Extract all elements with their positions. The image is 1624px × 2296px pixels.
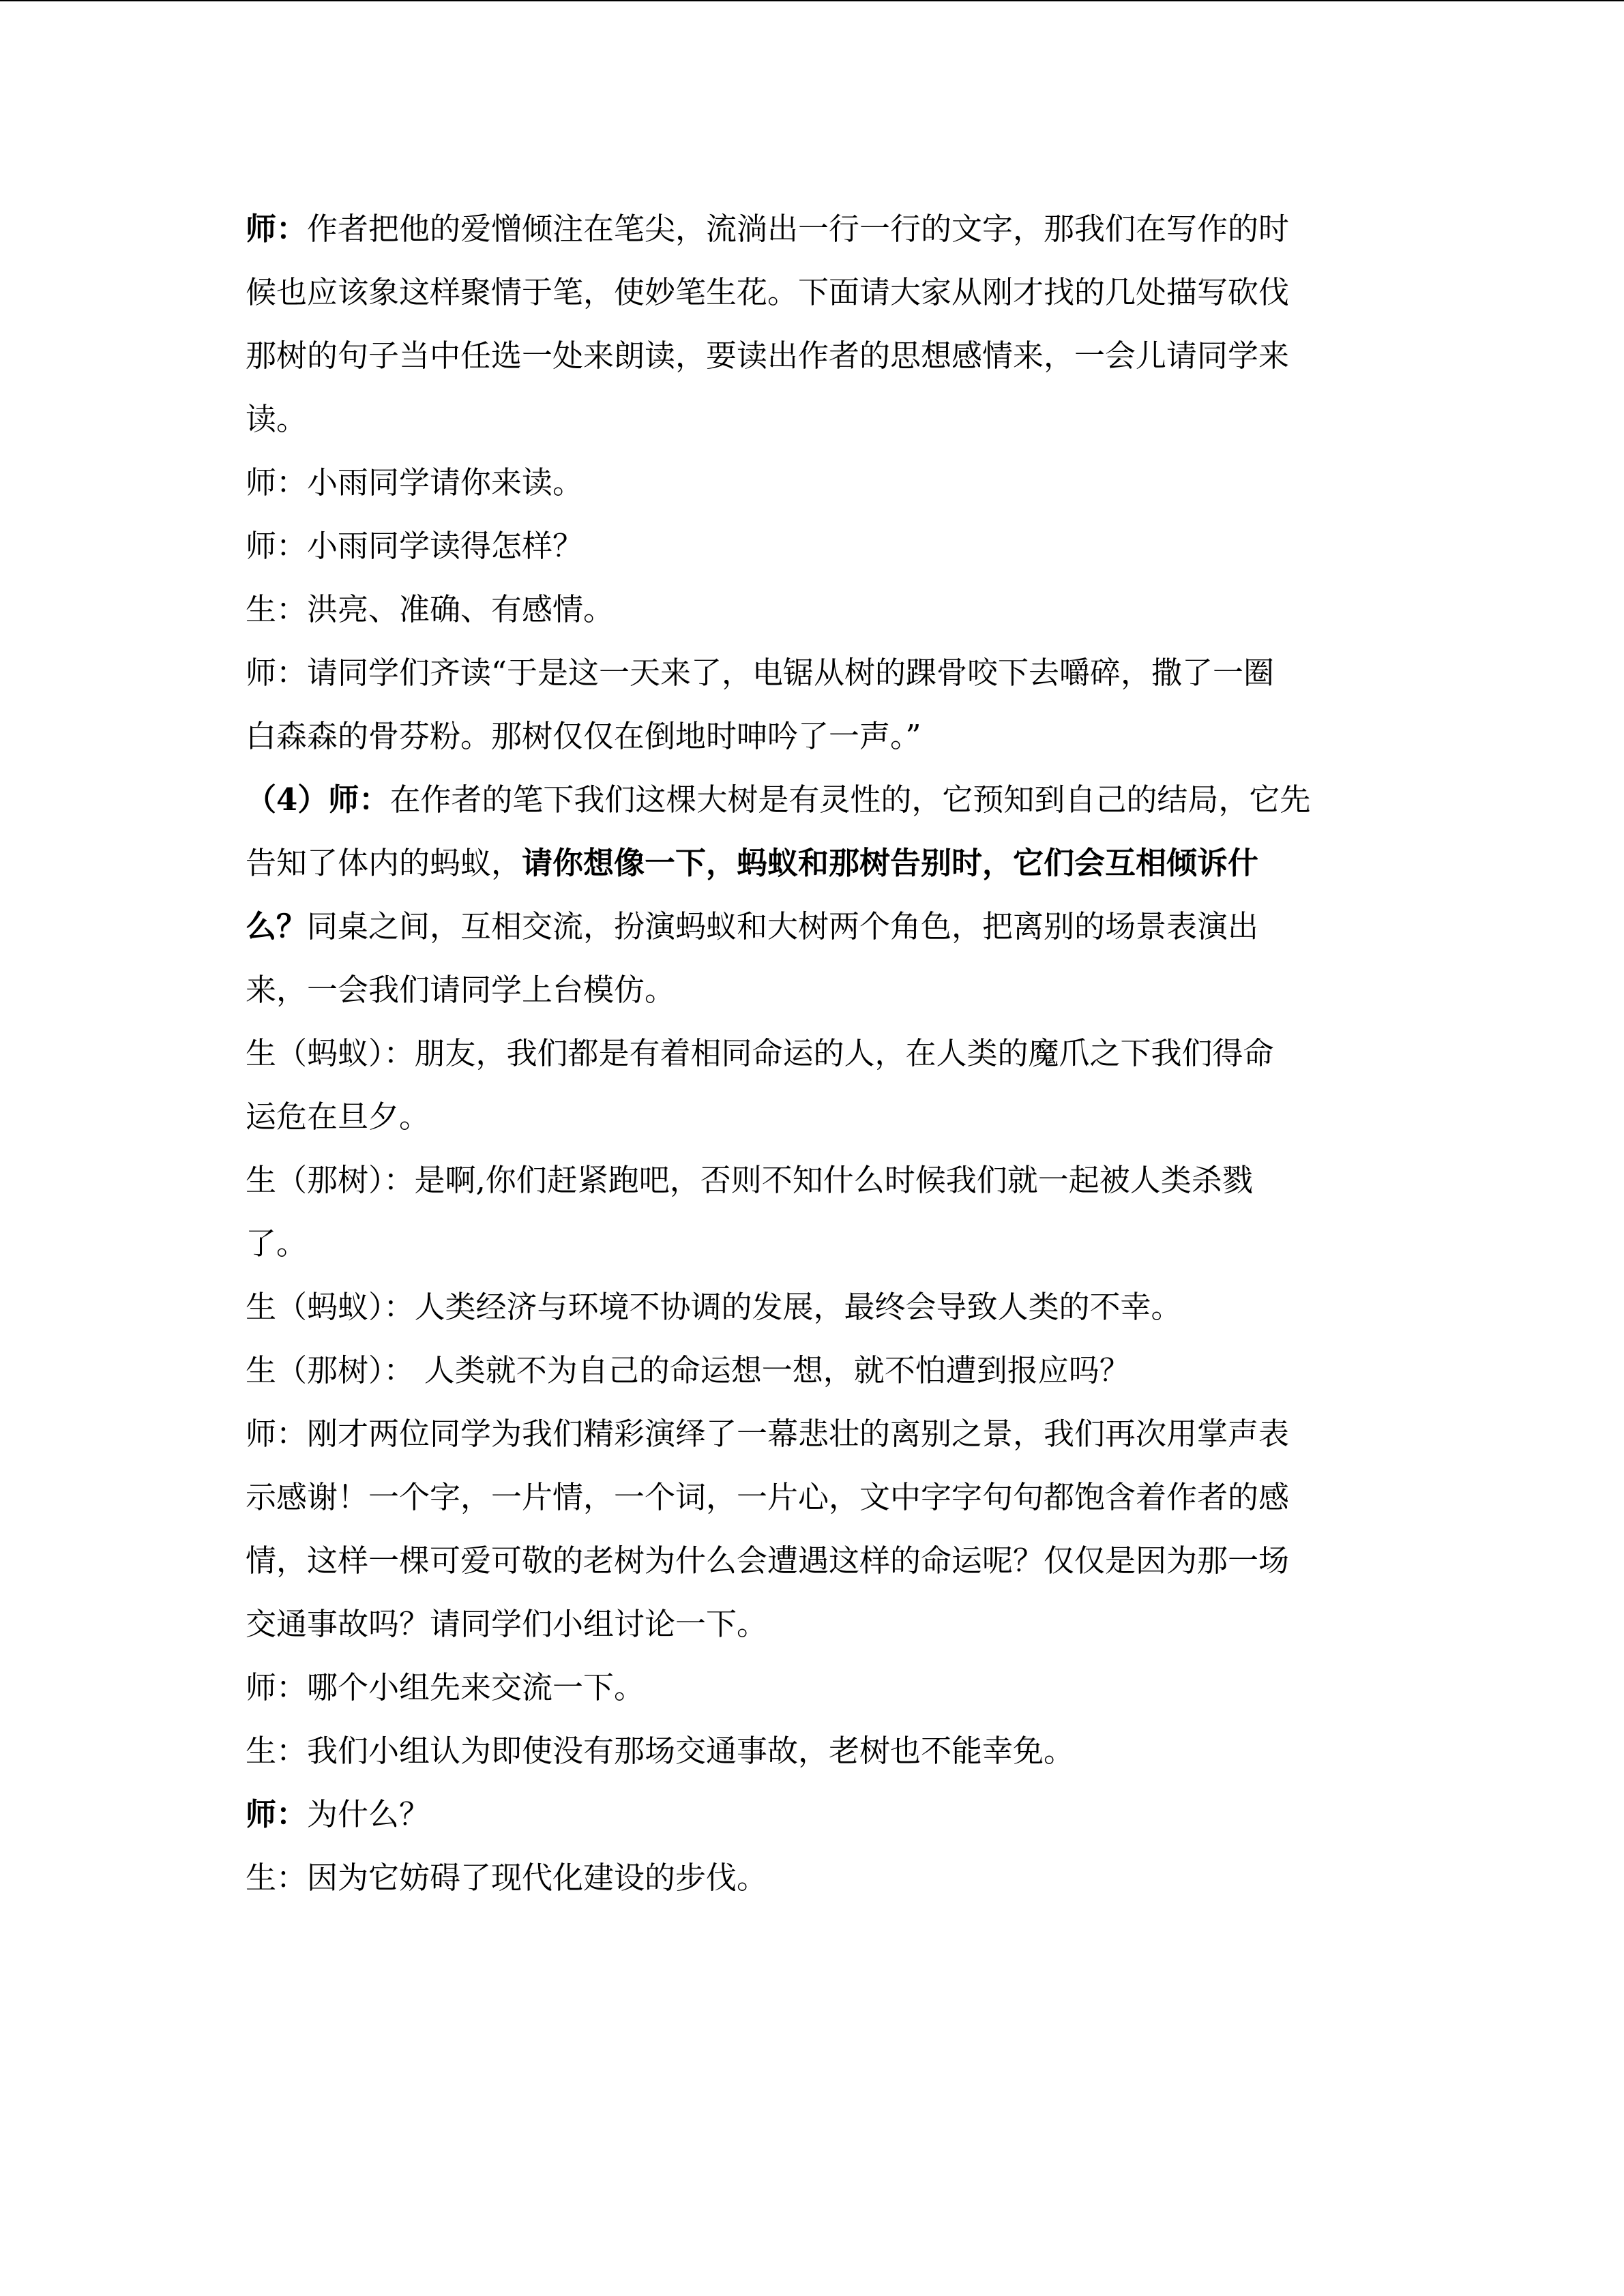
- text-segment: 读。: [246, 401, 308, 437]
- text-segment: 师：小雨同学请你来读。: [246, 464, 584, 501]
- text-line: [246, 578, 1378, 641]
- text-segment: 了。: [246, 1225, 308, 1262]
- text-line: [246, 641, 1378, 704]
- bold-text-segment: 师：: [246, 211, 308, 247]
- text-segment: 情，这样一棵可爱可敬的老树为什么会遭遇这样的命运呢？仅仅是因为那一场: [246, 1542, 1290, 1579]
- text-segment: 生（蚂蚁）：朋友，我们都是有着相同命运的人，在人类的魔爪之下我们得命: [246, 1035, 1274, 1071]
- text-line: [246, 1529, 1378, 1592]
- text-segment: 生（那树）：是啊,你们赶紧跑吧，否则不知什么时候我们就一起被人类杀戮: [246, 1162, 1253, 1198]
- text-segment: 作者把他的爱憎倾注在笔尖，流淌出一行一行的文字，那我们在写作的时: [307, 211, 1290, 247]
- text-line: [246, 1402, 1378, 1465]
- text-segment: 那树的句子当中任选一处来朗读，要读出作者的思想感情来，一会儿请同学来: [246, 338, 1290, 374]
- text-segment: 在作者的笔下我们这棵大树是有灵性的，它预知到自己的结局，它先: [389, 781, 1311, 818]
- text-line: [246, 514, 1378, 578]
- text-segment: 生（那树）： 人类就不为自己的命运想一想，就不怕遭到报应吗？: [246, 1352, 1130, 1388]
- text-segment: 白森森的骨芬粉。那树仅仅在倒地时呻吟了一声。”: [246, 718, 921, 754]
- text-line: [246, 324, 1378, 387]
- bold-text-segment: 师：: [246, 1796, 308, 1832]
- document-body: [246, 197, 1378, 1909]
- text-line: [246, 1085, 1378, 1148]
- text-line: [246, 1339, 1378, 1402]
- text-segment: 告知了体内的蚂蚁，: [246, 845, 522, 881]
- text-line: [246, 1656, 1378, 1719]
- text-line: [246, 197, 1378, 260]
- text-line: [246, 387, 1378, 451]
- text-line: [246, 958, 1378, 1022]
- text-segment: 师：请同学们齐读“于是这一天来了，电锯从树的踝骨咬下去嚼碎，撒了一圈: [246, 655, 1275, 691]
- text-segment: 同桌之间，互相交流，扮演蚂蚁和大树两个角色，把离别的场景表演出: [307, 908, 1259, 944]
- text-segment: 师：哪个小组先来交流一下。: [246, 1669, 645, 1705]
- text-line: [246, 768, 1378, 831]
- text-segment: 师：小雨同学读得怎样？: [246, 528, 584, 564]
- text-line: [246, 1148, 1378, 1212]
- text-segment: 生：洪亮、准确、有感情。: [246, 591, 615, 627]
- bold-text-segment: （4）师：: [246, 781, 390, 818]
- text-segment: 候也应该象这样聚情于笔，使妙笔生花。下面请大家从刚才找的几处描写砍伐: [246, 274, 1290, 310]
- text-segment: 运危在旦夕。: [246, 1099, 430, 1135]
- text-line: [246, 1783, 1378, 1846]
- bold-text-segment: 请你想像一下，蚂蚁和那树告别时，它们会互相倾诉什: [522, 845, 1259, 881]
- text-line: [246, 1022, 1378, 1085]
- text-segment: 来，一会我们请同学上台模仿。: [246, 972, 676, 1008]
- text-line: [246, 704, 1378, 768]
- text-segment: 生：因为它妨碍了现代化建设的步伐。: [246, 1860, 768, 1896]
- bold-text-segment: 么？: [246, 908, 308, 944]
- text-segment: 交通事故吗？请同学们小组讨论一下。: [246, 1606, 768, 1642]
- text-segment: 为什么？: [307, 1796, 430, 1832]
- text-line: [246, 260, 1378, 324]
- text-segment: 生（蚂蚁）：人类经济与环境不协调的发展，最终会导致人类的不幸。: [246, 1289, 1182, 1325]
- text-segment: 生：我们小组认为即使没有那场交通事故，老树也不能幸免。: [246, 1733, 1075, 1769]
- text-line: [246, 895, 1378, 958]
- text-line: [246, 1719, 1378, 1783]
- text-line: [246, 1212, 1378, 1275]
- text-line: [246, 1846, 1378, 1909]
- text-line: [246, 1275, 1378, 1339]
- text-segment: 师：刚才两位同学为我们精彩演绎了一幕悲壮的离别之景，我们再次用掌声表: [246, 1416, 1290, 1452]
- text-line: [246, 1592, 1378, 1656]
- text-line: [246, 831, 1378, 895]
- text-line: [246, 1465, 1378, 1529]
- text-line: [246, 451, 1378, 514]
- text-segment: 示感谢！一个字，一片情，一个词，一片心，文中字字句句都饱含着作者的感: [246, 1479, 1290, 1515]
